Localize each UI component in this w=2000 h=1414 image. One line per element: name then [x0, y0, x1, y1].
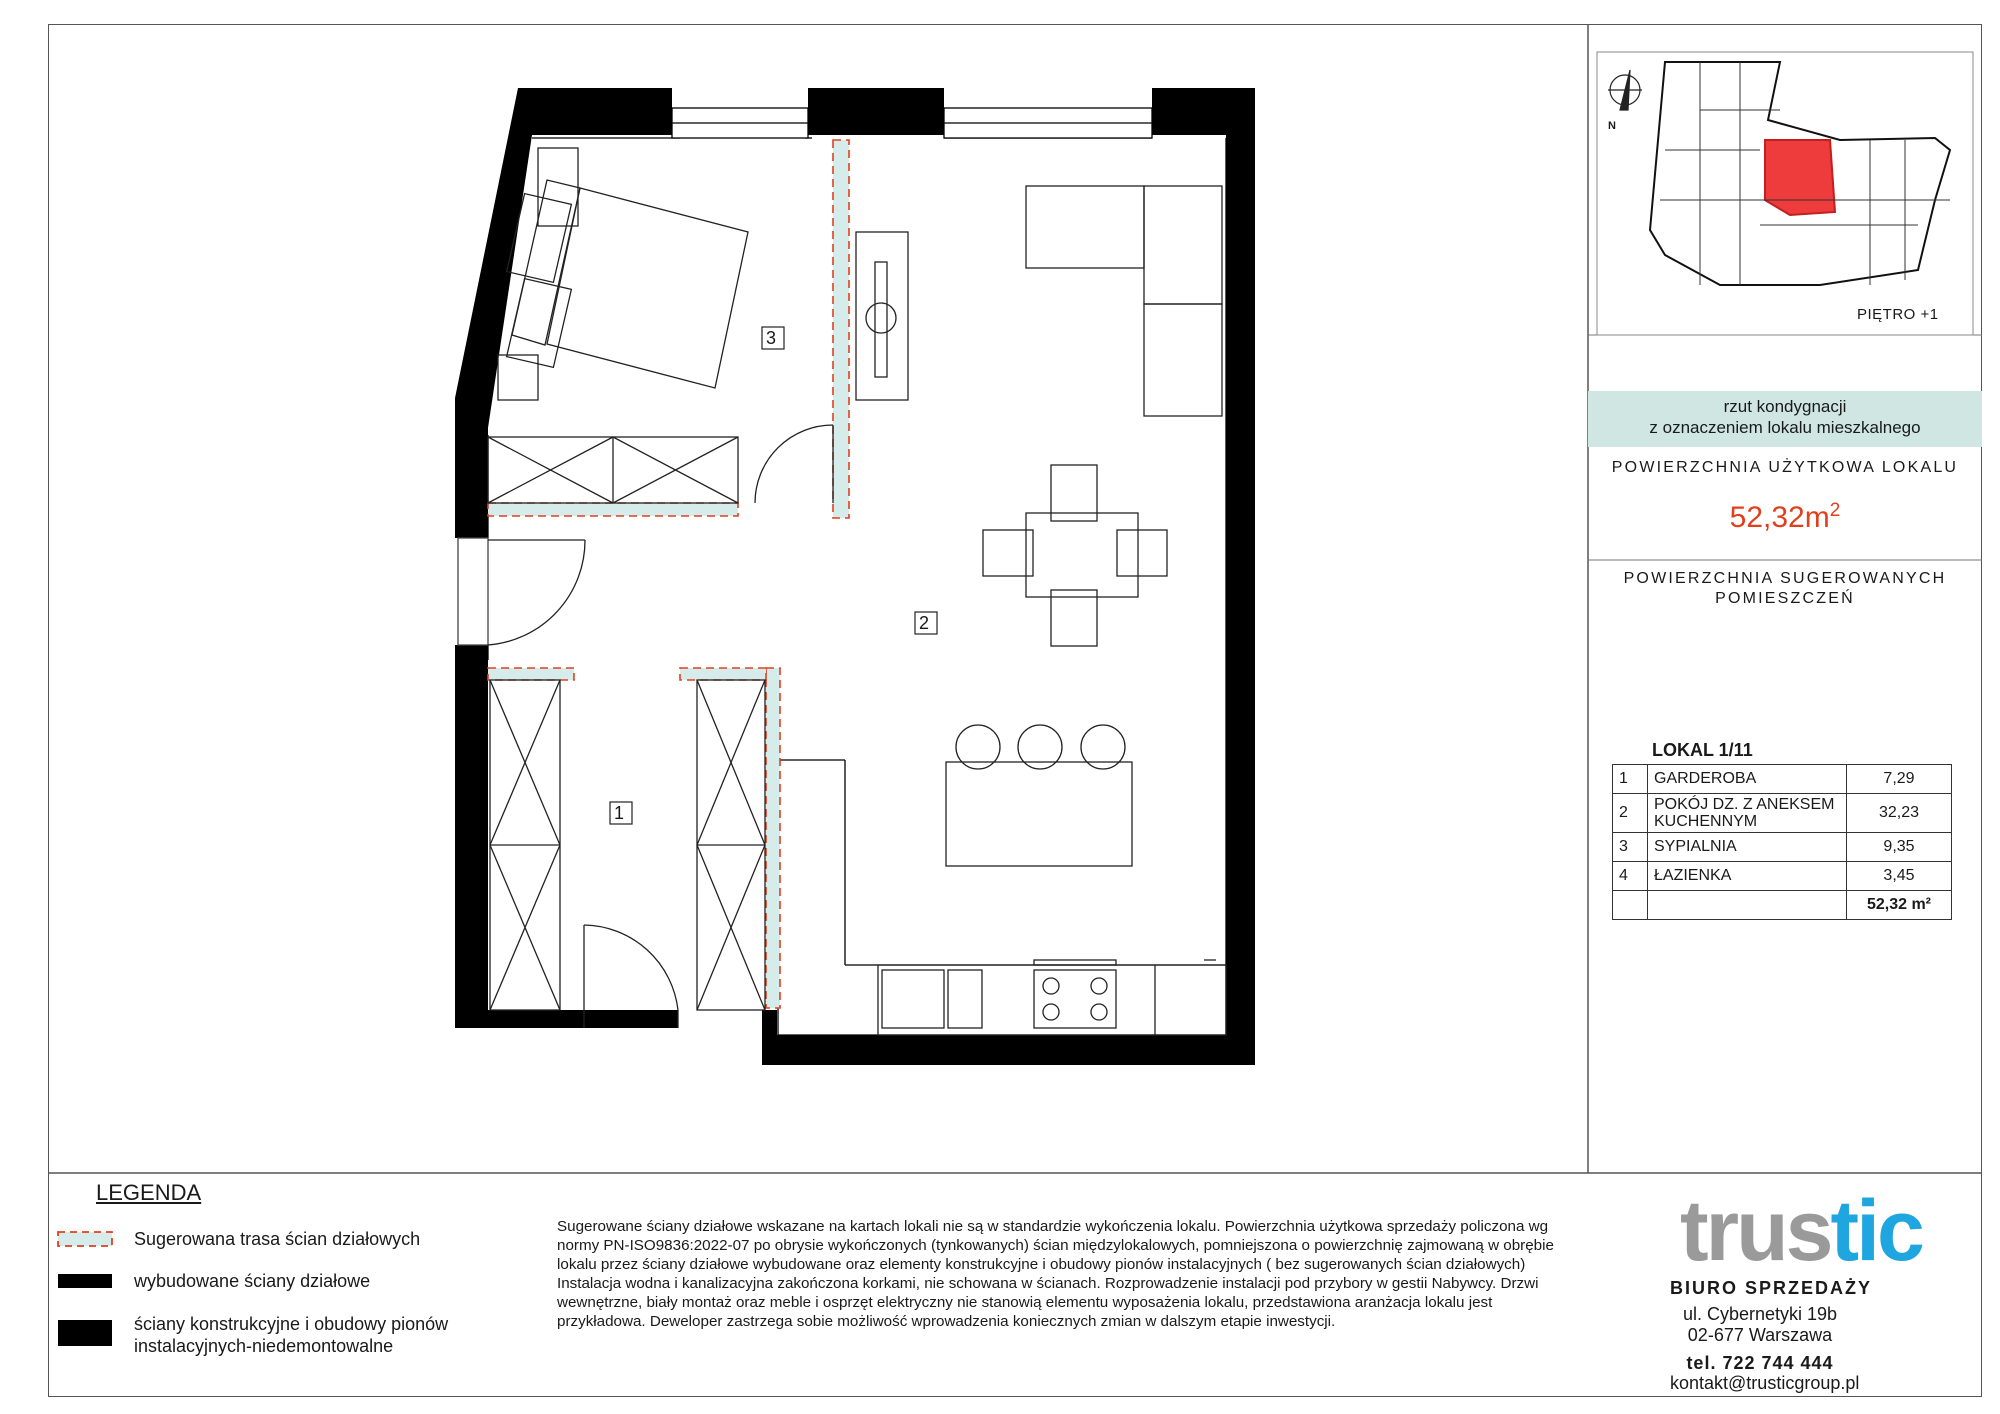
usable-area-number: 52,32m — [1729, 501, 1830, 534]
usable-area-value — [1588, 500, 1982, 535]
brand-logo-part-2: tic — [1830, 1183, 1922, 1279]
room-name: GARDEROBA — [1648, 765, 1847, 794]
floor-label: PIĘTRO +1 — [1857, 306, 1939, 323]
wall-west-lower — [455, 645, 488, 1028]
table-row — [1613, 765, 1952, 794]
brand-logo-part-1: trus — [1680, 1183, 1831, 1279]
table-row-total — [1613, 891, 1952, 920]
outer-wall-north-mid — [808, 88, 944, 135]
table-row — [1613, 862, 1952, 891]
room-name: POKÓJ DZ. Z ANEKSEM KUCHENNYM — [1648, 794, 1847, 833]
outer-wall-north-left — [518, 88, 672, 135]
usable-area-label: POWIERZCHNIA UŻYTKOWA LOKALU — [1611, 459, 1959, 476]
bed — [547, 188, 748, 388]
room-num: 2 — [1613, 794, 1648, 833]
brand-logo — [1680, 1183, 1922, 1279]
key-caption-line-2: z oznaczeniem lokalu mieszkalnego — [1649, 418, 1921, 437]
room-num: 3 — [1613, 833, 1648, 862]
outer-wall-north-right — [1152, 88, 1255, 135]
outer-wall-south — [762, 1035, 1255, 1065]
room-tag-1: 1 — [614, 803, 625, 823]
unit-title: LOKAL 1/11 — [1652, 740, 1753, 760]
suggested-wall-bedroom-south — [488, 503, 738, 516]
table-row — [1613, 833, 1952, 862]
outer-wall-east — [1226, 135, 1255, 1065]
rooms-table — [1612, 764, 1952, 920]
compass-north-label: N — [1608, 120, 1616, 132]
table-row — [1613, 794, 1952, 833]
room-name: SYPIALNIA — [1648, 833, 1847, 862]
legend-swatch-suggested — [58, 1232, 112, 1246]
site-key-plan — [1597, 52, 1973, 335]
disclaimer-notes: Sugerowane ściany działowe wskazane na kartach lokali nie są w standardzie wykończenia lokalu. Powierzchnia użytkowa sprzedaży policzona wg normy PN-ISO9836:2022-07 po obrysie wykończonych (tynkowanych) ścian międzylokalowych, pomniejszona o powierzchnię zajmowaną w obrębie lokalu przez ściany działowe wybudowane oraz elementy konstrukcyjne i obudowy pionów instalacyjnych ( bez sugerowanych ścian działowych) Instalacja wodna i kanalizacyjna zakończona korkami, nie schowana w ścianach. Rozprowadzenie instalacji pod przybory w gestii Nabywcy. Drzwi wewnętrzne, biały montaż oraz meble i osprzęt elektryczny nie stanowią elementu wyposażenia lokalu, przedstawiona aranżacja lokalu jest przykładowa. Deweloper zastrzega sobie możliwość wprowadzenia koniecznych zmian w dalszym etapie inwestycji. — [557, 1218, 1554, 1330]
legend-item-suggested: Sugerowana trasa ścian działowych — [134, 1229, 421, 1249]
rooms-area-label-2: POMIESZCZEŃ — [1715, 590, 1855, 607]
key-plan-caption — [1588, 391, 1982, 447]
room-num: 1 — [1613, 765, 1648, 794]
room-tag-3: 3 — [766, 328, 777, 348]
legend-item-built: wybudowane ściany działowe — [134, 1271, 371, 1291]
email-link[interactable]: kontakt@trusticgroup.pl — [1670, 1373, 1860, 1393]
legend-item-structural-1: ściany konstrukcyjne i obudowy pionów — [134, 1314, 449, 1334]
room-area: 7,29 — [1847, 765, 1952, 794]
compass-icon — [1608, 70, 1642, 110]
room-area: 3,45 — [1847, 862, 1952, 891]
room-tag-2: 2 — [919, 613, 930, 633]
address-line-1: ul. Cybernetyki 19b — [1682, 1304, 1838, 1324]
outer-wall-west-diagonal — [455, 88, 532, 538]
sales-office-label: BIURO SPRZEDAŻY — [1670, 1278, 1873, 1298]
room-name: ŁAZIENKA — [1648, 862, 1847, 891]
total-area: 52,32 m² — [1847, 891, 1952, 920]
outer-wall-south-left — [455, 1010, 678, 1028]
suggested-walls — [488, 140, 849, 1008]
suggested-wall-wardrobe-top-right — [680, 668, 766, 680]
room-num: 4 — [1613, 862, 1648, 891]
suggested-wall-wardrobe-top-left — [488, 668, 574, 680]
usable-area-unit-exponent: 2 — [1829, 500, 1841, 521]
legend-title: LEGENDA — [96, 1180, 202, 1205]
suggested-wall-bedroom-east — [833, 140, 849, 518]
key-caption-line-1: rzut kondygnacji — [1723, 397, 1847, 416]
highlighted-unit — [1765, 140, 1835, 215]
wall-step — [762, 1010, 777, 1065]
rooms-area-label-1: POWIERZCHNIA SUGEROWANYCH — [1623, 570, 1947, 587]
suggested-wall-wardrobe-east — [766, 668, 780, 1008]
legend-item-structural-2: instalacyjnych-niedemontowalne — [134, 1336, 394, 1356]
legend-swatch-structural — [58, 1320, 112, 1346]
address-line-2: 02-677 Warszawa — [1687, 1325, 1833, 1345]
room-area: 9,35 — [1847, 833, 1952, 862]
phone: tel. 722 744 444 — [1686, 1353, 1834, 1373]
room-area: 32,23 — [1847, 794, 1952, 833]
legend-swatch-built — [58, 1274, 112, 1288]
